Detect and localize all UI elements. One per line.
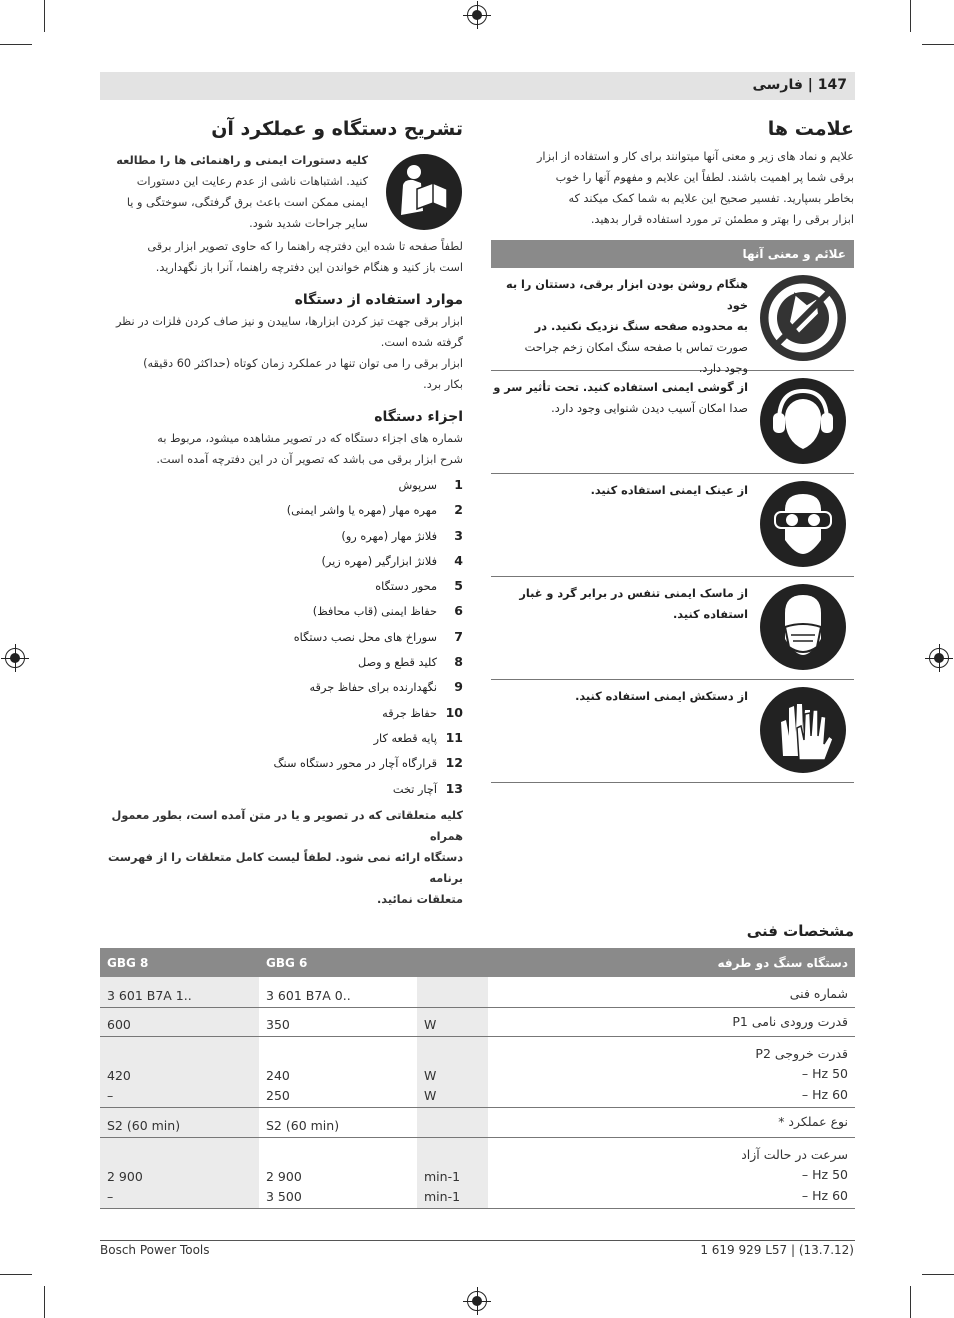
list-item [100,700,463,725]
text-line: علایم و نماد های زیر و معنی آنها میتوانند برای کار و استفاده از ابزار [536,150,854,163]
cell-value: 3 601 B7A 0.. [266,988,351,1003]
section-title: علامت ها [767,118,854,140]
section-title: تشریح دستگاه و عملکرد آن [211,118,463,140]
table-cell [100,1137,259,1208]
table-header: علائم و معنی آنها [491,240,854,268]
item-number: 11 [445,729,463,745]
item-number: 1 [454,477,463,492]
table-row [100,1036,855,1107]
list-item [100,472,463,497]
item-label: محور دستگاه [375,580,437,594]
symbol-row [491,268,854,375]
item-number: 7 [454,628,463,644]
table-cell [488,1137,855,1208]
cell-value: 350 [266,1017,290,1032]
symbol-text [491,686,748,707]
specs-title: مشخصات فنی [746,922,854,940]
cell-value: S2 (60 min) [266,1118,340,1133]
registration-mark-icon [467,1291,487,1311]
text-line: شماره های اجزاء دستگاه که در تصویر مشاهده میشود، مربوط به [157,432,463,445]
item-label: قرارگاه آچار در محور دستگاه سنگ [273,757,437,771]
cell-value: – [107,1189,114,1204]
footer-doc-number: 1 619 929 L57 | (13.7.12) [700,1243,854,1257]
table-cell [417,1036,488,1107]
table-cell [259,977,417,1007]
list-item [100,725,463,750]
text-line: متعلقات نمائید. [377,892,463,906]
text-line: صدا امکان آسیب دیدن شنوایی وجود دارد. [551,402,748,415]
item-label: حفاظ جرقه [382,706,437,720]
cell-value: 240 [266,1067,290,1083]
item-number: 6 [454,603,463,619]
list-item [100,523,463,548]
text-line: بخاطر بسپارید. تفسیر صحیح این علایم به شما کمک میکند که [568,192,854,205]
table-row [100,1107,855,1137]
item-label: نگهدارنده برای حفاظ جرقه [309,681,437,695]
table-cell [417,1007,488,1036]
crop-mark [910,0,911,32]
list-item [100,649,463,674]
table-cell [488,1036,855,1107]
registration-mark-icon [467,5,487,25]
cell-unit: W [424,1067,437,1083]
cell-value: 420 [107,1067,131,1083]
cell-value: – [107,1088,114,1103]
specs-table [100,948,855,1209]
item-label: پایه قطعه کار [373,731,437,745]
text-line: ابزار برقی جهت تیز کردن ابزارها، ساییدن و نیز صاف کردن فلزات در نظر [115,315,463,328]
table-cell [488,977,855,1007]
parts-list [100,472,463,801]
symbol-text [491,274,748,379]
item-number: 5 [454,578,463,594]
table-cell [100,1007,259,1036]
subsection-title: اجزاء دستگاه [374,409,463,425]
item-label: فلانژ ابزارگیر (مهره زیر) [321,554,437,568]
table-cell [259,1137,417,1208]
item-label: آچار تخت [392,782,437,796]
cell-value: 600 [107,1017,131,1032]
dust-mask-icon [759,583,847,671]
cell-label: 60 Hz – [801,1086,848,1102]
accessories-note [100,805,463,910]
table-cell [259,1007,417,1036]
cell-label: قدرت خروجی P2 [755,1045,848,1061]
column-header [417,948,488,977]
item-label: حفاظ ایمنی (قاب محافظ) [312,605,437,619]
symbol-text [491,480,748,501]
no-hand-contact-icon [759,274,847,362]
text-line: از دستکش ایمنی استفاده کنید. [575,690,748,703]
text-line: سایر جراحات شدید شود. [249,217,368,230]
item-number: 3 [454,527,463,543]
text-line: کلیه متعلقاتی که در تصویر و یا در متن آمده است، بطور معمول همراه [111,808,463,843]
cell-label: نوع عملکرد * [778,1113,848,1129]
list-item [100,548,463,573]
warning-block [100,150,463,910]
text-line: شرح ابزار برقی می باشد که تصویر آن در این دفترچه آمده است. [156,453,463,466]
gloves-icon [759,686,847,774]
subsection-title: موارد استفاده از دستگاه [294,292,463,308]
text-line: از ماسک ایمنی تنفس در برابر گرد و غبار [519,587,748,600]
item-number: 12 [445,755,463,771]
list-item [100,750,463,775]
text-line: ایمنی ممکن است باعث برق گرفتگی، سوختگی و یا [126,196,368,209]
intro-paragraph [491,146,854,230]
table-cell [488,1107,855,1137]
text-line: بکار برد. [423,378,463,391]
footer-brand: Bosch Power Tools [100,1243,210,1257]
cell-value: 2 900 [107,1168,143,1184]
cell-value: S2 (60 min) [107,1118,181,1133]
table-cell [417,1137,488,1208]
crop-mark [44,0,45,32]
table-cell [417,1107,488,1137]
crop-mark [922,44,954,45]
symbol-row [491,680,854,783]
crop-mark [910,1286,911,1318]
cell-label: سرعت در حالت آزاد [741,1146,848,1162]
text-line: دستگاه ارائه نمی شود. لطفاً لیست کامل متعلقات را از فهرست برنامه [107,850,463,885]
text-line: کنید. اشتباهات ناشی از عدم رعایت این دستورات [136,175,368,188]
use-paragraph [100,311,463,395]
cell-value: 250 [266,1088,290,1103]
item-number: 9 [454,679,463,695]
description-section [100,118,463,140]
crop-mark [0,1274,32,1275]
eye-protection-icon [759,480,847,568]
table-cell [417,977,488,1007]
item-label: فلانژ مهار (مهره رو) [341,529,437,543]
text-line: هنگام روشن بودن ابزار برقی، دستتان را به خود [505,278,748,312]
table-row [100,1137,855,1208]
table-row [100,977,855,1007]
column-header: GBG 8 [100,948,259,977]
cell-label: قدرت ورودی نامی P1 [732,1013,848,1029]
cell-unit: min-1 [424,1189,461,1204]
registration-mark-icon [929,648,949,668]
list-item [100,776,463,801]
item-label: سرپوش [398,479,437,492]
item-number: 4 [454,552,463,568]
text-line: وجود دارد. [698,362,748,375]
item-number: 13 [445,780,463,796]
list-item [100,497,463,522]
ear-protection-icon [759,377,847,465]
item-label: کلید قطع و وصل [358,656,437,670]
table-cell [259,1107,417,1137]
item-number: 8 [454,654,463,670]
column-header: دستگاه سنگ دو طرفه [488,948,855,977]
text-line: لطفاً صفحه تا شده این دفترچه راهنما را که حاوی تصویر ابزار برقی [147,240,463,253]
symbols-section [491,118,854,230]
table-cell [100,1107,259,1137]
list-item [100,573,463,598]
item-number: 2 [454,502,463,518]
text-line: کلیه دستورات ایمنی و راهنمائی ها را مطالعه [116,154,368,167]
text-line: ابزار برقی را بهتر و مطمئن تر مورد استفاده قرار بدهید. [590,213,854,226]
page-number: 147 | فارسی [752,77,847,93]
cell-unit: W [424,1088,437,1103]
text-line: از عینک ایمنی استفاده کنید. [590,484,748,497]
list-item [100,674,463,699]
text-line: گرفته شده است. [380,336,463,349]
page-header [100,72,855,100]
cell-label: 60 Hz – [801,1187,848,1203]
column-header: GBG 6 [259,948,417,977]
item-label: مهره مهار (مهره یا واشر ایمنی) [286,504,437,518]
symbol-row [491,577,854,680]
text-line: به محدوده صفحه سنگ نزدیک نکنید. در [534,320,748,333]
text-line: صورت تماس با صفحه سنگ امکان زخم جراحت [524,341,748,354]
parts-intro [100,428,463,470]
list-item [100,624,463,649]
crop-mark [44,1286,45,1318]
cell-unit: min-1 [424,1168,461,1184]
warning-text [100,150,368,234]
cell-label: شماره فنی [789,986,848,1001]
table-cell [100,977,259,1007]
symbol-row [491,371,854,474]
text-line: است باز کنید و هنگام خواندن این دفترچه راهنما، آنرا باز نگهدارید. [155,261,463,274]
crop-mark [0,44,32,45]
crop-mark [922,1274,954,1275]
registration-mark-icon [5,648,25,668]
text-line: ابزار برقی را می توان تنها در عملکرد زمان کوتاه (حداکثر 60 دقیقه) [143,357,463,370]
text-line: استفاده کنید. [673,608,748,621]
symbol-text [491,377,748,419]
table-header-row [100,948,855,977]
symbol-text [491,583,748,625]
symbol-row [491,474,854,577]
cell-value: 3 500 [266,1189,302,1204]
table-row [100,1007,855,1036]
item-label: سوراخ های محل نصب دستگاه [293,630,437,644]
cell-value: 2 900 [266,1168,302,1184]
cell-label: 50 Hz – [801,1167,848,1182]
footer-divider [100,1240,855,1241]
table-cell [259,1036,417,1107]
text-line: برقی شما پر اهمیت باشند. لطفاً این علایم و مفهوم آنها را خوب [555,171,854,184]
text-line: از گوشی ایمنی استفاده کنید. تحت تأثیر سر و [493,381,748,394]
symbols-table [491,240,854,783]
cell-unit: W [424,1017,437,1032]
table-cell [100,1036,259,1107]
item-number: 10 [445,704,463,720]
table-cell [488,1007,855,1036]
cell-label: 50 Hz – [801,1066,848,1081]
fold-note [100,236,463,278]
list-item [100,598,463,623]
cell-value: 3 601 B7A 1.. [107,988,192,1003]
